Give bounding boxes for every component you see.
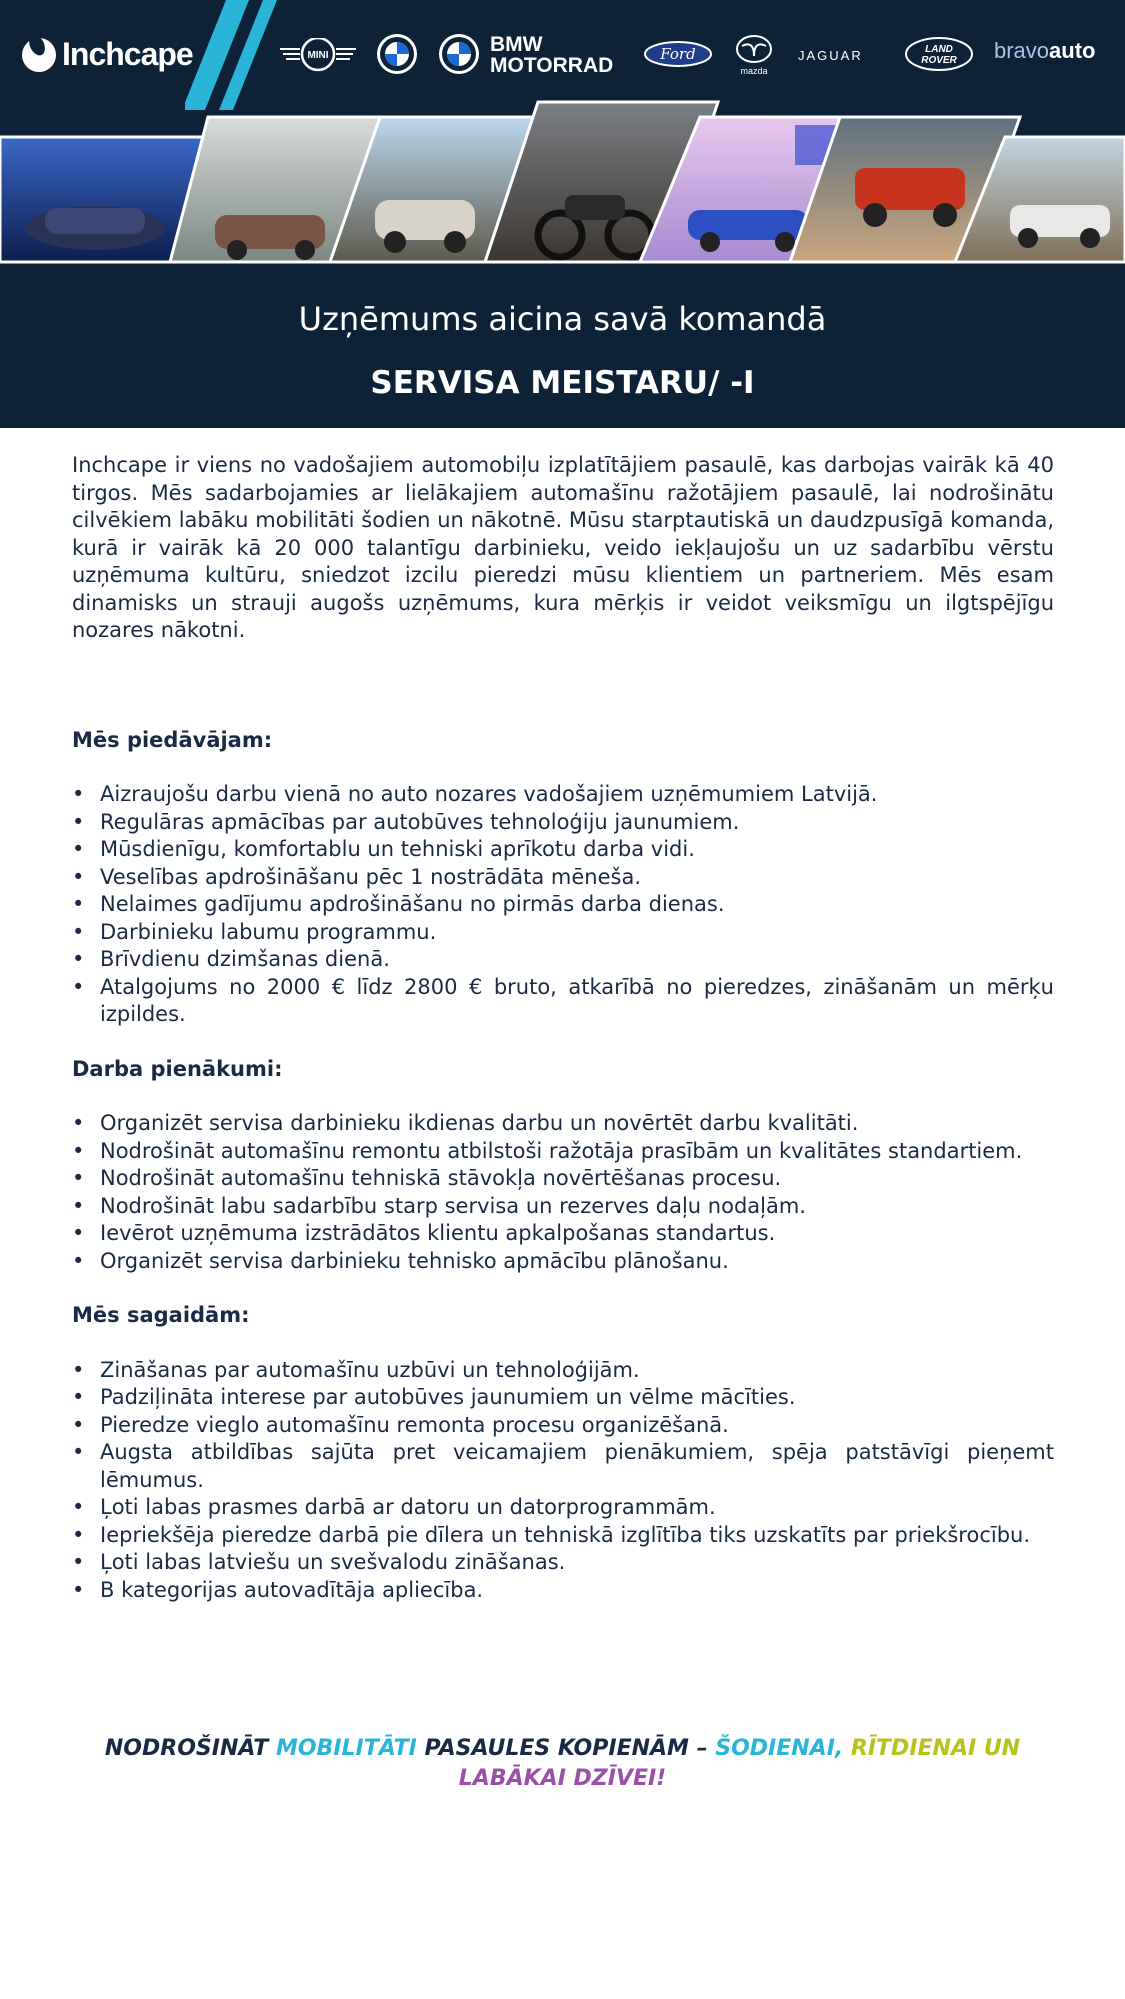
bmw-logo — [376, 33, 418, 80]
list-item: • Pieredze vieglo automašīnu remonta procesu organizēšanā. — [72, 1412, 1054, 1440]
inchcape-mark-icon — [22, 38, 56, 72]
list-item: • Nodrošināt automašīnu remontu atbilstoši ražotāja prasībām un kvalitātes standartiem. — [72, 1138, 1054, 1166]
inchcape-wordmark: Inchcape — [62, 36, 193, 72]
expect-section-title: Mēs sagaidām: — [72, 1303, 250, 1327]
list-item: • Zināšanas par automašīnu uzbūvi un tehnoloģijām. — [72, 1357, 1054, 1385]
list-item: • Ievērot uzņēmuma izstrādātos klientu apkalpošanas standartus. — [72, 1220, 1054, 1248]
duties-section-title: Darba pienākumi: — [72, 1056, 283, 1081]
job-title: SERVISA MEISTARU/ -I — [370, 365, 755, 401]
header-banner — [0, 0, 1125, 428]
offer-list — [72, 781, 1054, 1029]
slogan-part: PASAULES KOPIENĀM – — [416, 1736, 716, 1761]
slogan-part: ŠODIENAI, — [715, 1736, 844, 1761]
bravo-bold-text: auto — [1049, 38, 1096, 63]
mazda-wordmark: mazda — [740, 66, 768, 76]
list-item: • Mūsdienīgu, komfortablu un tehniski aprīkotu darba vidi. — [72, 836, 1054, 864]
list-item: • Nelaimes gadījumu apdrošināšanu no pirmās darba dienas. — [72, 891, 1054, 919]
ford-logo — [643, 40, 713, 73]
list-item: • Regulāras apmācības par autobūves tehnoloģiju jaunumiem. — [72, 809, 1054, 837]
jaguar-logo: JAGUAR — [798, 48, 863, 63]
motorrad-line2: MOTORRAD — [490, 54, 614, 77]
list-item: • B kategorijas autovadītāja apliecība. — [72, 1577, 1054, 1605]
job-description — [72, 452, 1054, 1604]
list-item: • Atalgojums no 2000 € līdz 2800 € bruto, atkarībā no pieredzes, zināšanām un mērķu izpildes. — [72, 974, 1054, 1029]
list-item: • Organizēt servisa darbinieku ikdienas darbu un novērtēt darbu kvalitāti. — [72, 1110, 1054, 1138]
header-invitation-text: Uzņēmums aicina savā komandā — [298, 300, 827, 338]
slogan-part: MOBILITĀTI — [275, 1736, 417, 1761]
list-item: • Ļoti labas prasmes darbā ar datoru un datorprogrammām. — [72, 1494, 1054, 1522]
bmw-motorrad-logo — [490, 34, 613, 76]
list-item: • Nodrošināt labu sadarbību starp servisa un rezerves daļu nodaļām. — [72, 1193, 1054, 1221]
offer-section-title: Mēs piedāvājam: — [72, 727, 273, 752]
landrover-line1: LAND — [925, 44, 953, 55]
land-rover-logo — [904, 36, 974, 77]
mini-logo-text: MINI — [307, 50, 329, 61]
brand-logo-bar — [0, 0, 1125, 112]
list-item: • Aizraujošu darbu vienā no auto nozares vadošajiem uzņēmumiem Latvijā. — [72, 781, 1054, 809]
list-item: • Darbinieku labumu programmu. — [72, 919, 1054, 947]
mini-logo — [278, 38, 358, 77]
list-item: • Organizēt servisa darbinieku tehnisko apmācību plānošanu. — [72, 1248, 1054, 1276]
motorrad-line1: BMW — [490, 33, 543, 56]
bravo-light-text: bravo — [994, 38, 1050, 63]
list-item: • Nodrošināt automašīnu tehniskā stāvokļa novērtēšanas procesu. — [72, 1165, 1054, 1193]
landrover-line2: ROVER — [921, 55, 957, 66]
duties-list — [72, 1110, 1054, 1275]
expect-list — [72, 1357, 1054, 1605]
inchcape-logo — [22, 36, 193, 73]
vehicle-photo-strip — [0, 100, 1125, 265]
list-item: • Iepriekšēja pieredze darbā pie dīlera un tehniskā izglītība tiks uzskatīts par priekšrocību. — [72, 1522, 1054, 1550]
list-item: • Brīvdienu dzimšanas dienā. — [72, 946, 1054, 974]
slogan-part: RĪTDIENAI UN — [843, 1736, 1021, 1761]
list-item: • Veselības apdrošināšanu pēc 1 nostrādāta mēneša. — [72, 864, 1054, 892]
bravoauto-logo — [994, 38, 1096, 64]
slogan-part: NODROŠINĀT — [104, 1736, 276, 1761]
ford-logo-text: Ford — [660, 45, 696, 63]
mazda-logo — [734, 34, 774, 76]
company-slogan — [80, 1734, 1045, 1794]
list-item: • Padziļināta interese par autobūves jaunumiem un vēlme mācīties. — [72, 1384, 1054, 1412]
list-item: • Ļoti labas latviešu un svešvalodu zināšanas. — [72, 1549, 1054, 1577]
bmw-motorrad-roundel-icon — [438, 33, 480, 80]
company-intro: Inchcape ir viens no vadošajiem automobiļu izplatītājiem pasaulē, kas darbojas vairāk kā 40 tirgos. Mēs sadarbojamies ar lielākajiem automašīnu ražotājiem pasaulē, lai nodrošinātu cilvēkiem labāku mobilitāti šodien un nākotnē. Mūsu starptautiskā un daudzpusīgā komanda, kurā ir vairāk kā 20 000 talantīgu darbinieku, veido iekļaujošu un uz sadarbību vērstu uzņēmuma kultūru, sniedzot izcilu pieredzi mūsu klientiem un partneriem. Mēs esam dinamisks un strauji augošs uzņēmums, kura mērķis ir veidot veiksmīgu un ilgtspējīgu nozares nākotni. — [72, 453, 1054, 642]
slogan-part: LABĀKAI DZĪVEI! — [458, 1766, 667, 1791]
list-item: • Augsta atbildības sajūta pret veicamajiem pienākumiem, spēja patstāvīgi pieņemt lēmumus. — [72, 1439, 1054, 1494]
